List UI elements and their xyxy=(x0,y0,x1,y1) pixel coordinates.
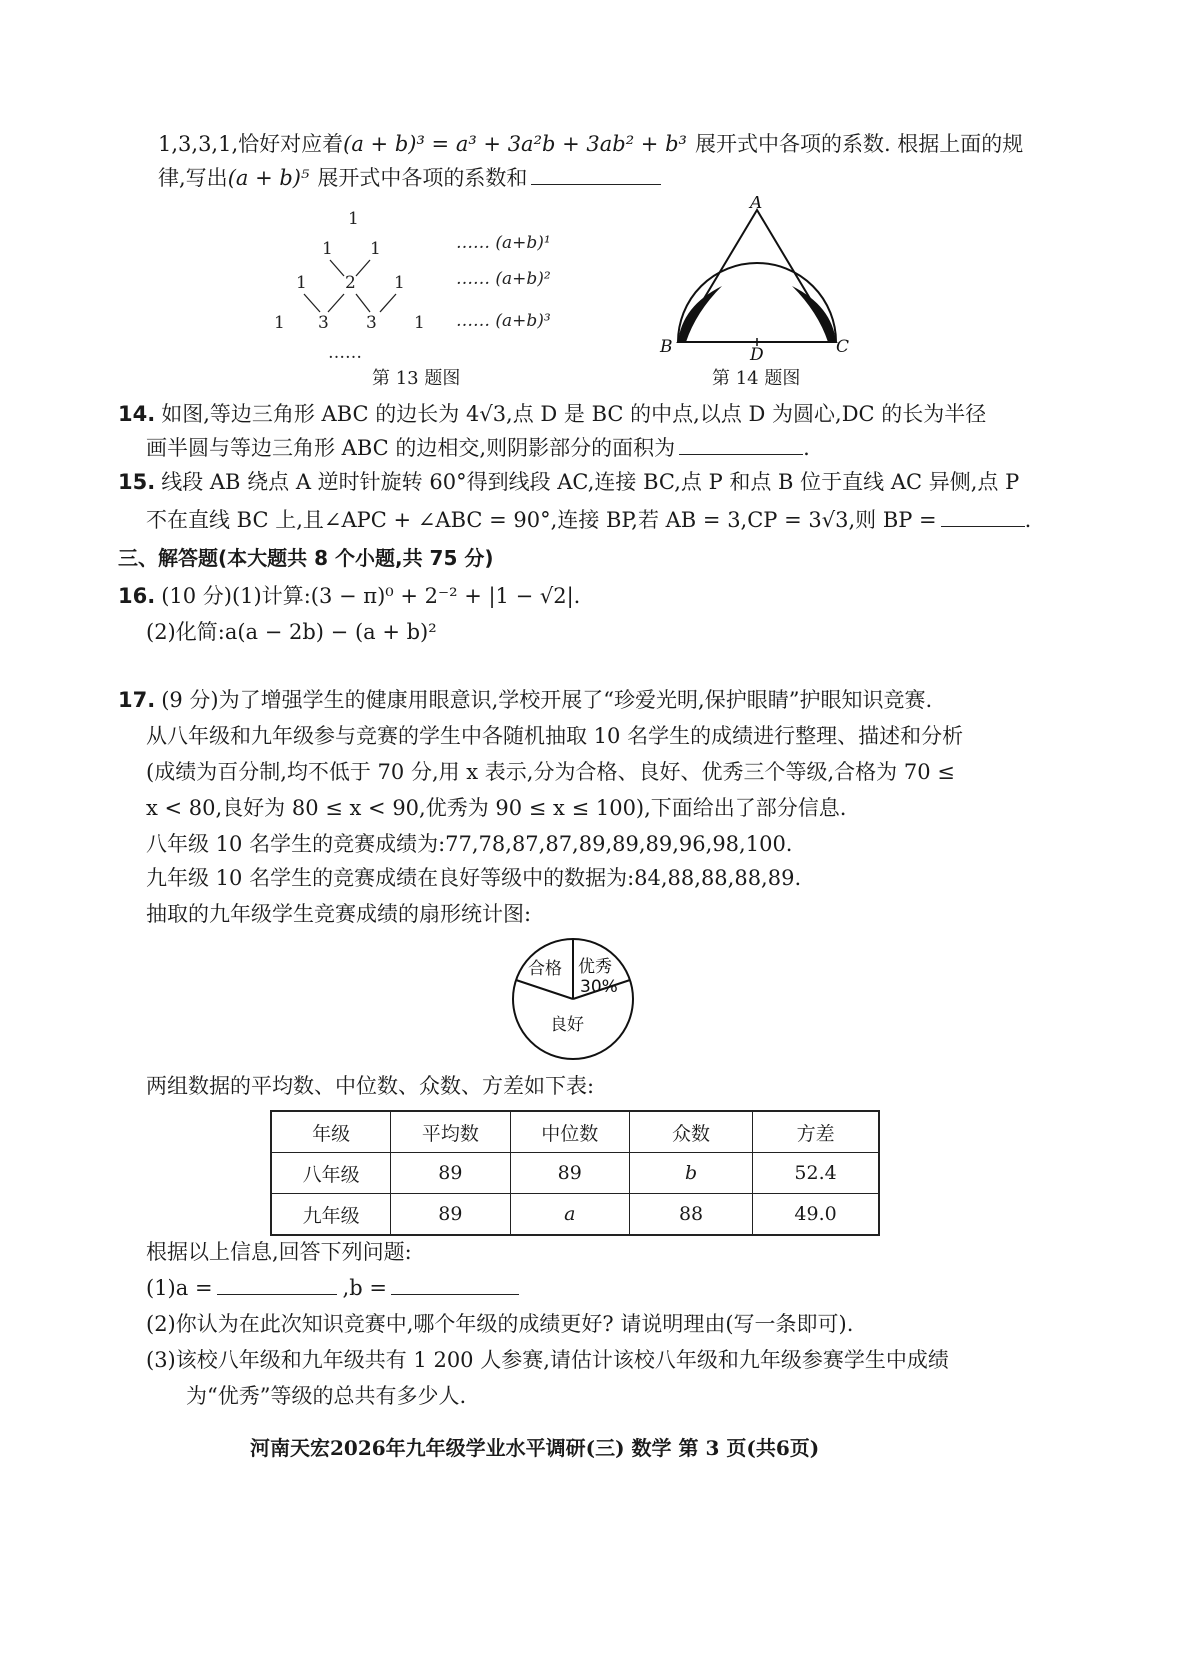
pie-chart-svg xyxy=(508,934,638,1064)
q14-figure-caption: 第 14 题图 xyxy=(712,368,801,389)
table-cell: 49.0 xyxy=(753,1194,879,1236)
q14-shaded-left xyxy=(678,286,722,342)
pascal-r2-c: 1 xyxy=(394,273,405,293)
q13-figure-caption: 第 13 题图 xyxy=(372,368,461,389)
q16-line-1: 16. (10 分)(1)计算:(3 − π)⁰ + 2⁻² + |1 − √2|. xyxy=(118,584,581,608)
pascal-r1-a: 1 xyxy=(322,239,333,259)
q17-part-3-line-1: (3)该校八年级和九年级共有 1 200 人参赛,请估计该校八年级和九年级参赛学生中成绩 xyxy=(146,1348,949,1372)
q13-pascal-triangle-figure xyxy=(260,200,600,370)
table-header-cell: 年级 xyxy=(271,1111,391,1153)
page-footer: 河南天宏2026年九年级学业水平调研(三) 数学 第 3 页(共6页) xyxy=(250,1436,820,1460)
q17-part-3-line-2: 为“优秀”等级的总共有多少人. xyxy=(186,1384,467,1408)
q17-grade8-scores: 八年级 10 名学生的竞赛成绩为:77,78,87,87,89,89,89,96,98,100. xyxy=(146,832,793,856)
q17-part-1: (1)a = ,b = xyxy=(146,1276,519,1301)
table-row xyxy=(271,1194,879,1236)
q17-number: 17. xyxy=(118,688,156,712)
pie-divider-left xyxy=(516,980,573,999)
q14-triangle xyxy=(678,210,836,342)
q15-line-2: 不在直线 BC 上,且∠APC + ∠ABC = 90°,连接 BP,若 AB = 3,CP = 3√3,则 BP = . xyxy=(146,508,1032,532)
q17-line-4: x < 80,良好为 80 ≤ x < 90,优秀为 90 ≤ x ≤ 100),下面给出了部分信息. xyxy=(146,796,847,820)
pascal-label-2: …… (a+b)² xyxy=(456,269,551,289)
table-header-cell: 方差 xyxy=(753,1111,879,1153)
q14-geometry-svg xyxy=(652,196,872,366)
q17-pie-chart xyxy=(508,934,638,1064)
q14-triangle-figure xyxy=(652,196,872,366)
q17-b-blank[interactable] xyxy=(391,1293,519,1295)
q15-line-1: 15. 线段 AB 绕点 A 逆时针旋转 60°得到线段 AC,连接 BC,点 P 和点 B 位于直线 AC 异侧,点 P xyxy=(118,470,1020,494)
table-cell: 九年级 xyxy=(271,1194,391,1236)
q14-line-2: 画半圆与等边三角形 ABC 的边相交,则阴影部分的面积为 . xyxy=(146,436,810,460)
q14-number: 14. xyxy=(118,402,156,426)
q17-answer-intro: 根据以上信息,回答下列问题: xyxy=(146,1240,412,1264)
q14-answer-blank[interactable] xyxy=(679,453,803,455)
table-row xyxy=(271,1153,879,1194)
table-cell: 52.4 xyxy=(753,1153,879,1194)
pascal-r3-c: 3 xyxy=(366,313,377,333)
pascal-r0: 1 xyxy=(348,209,359,229)
table-cell: 88 xyxy=(629,1194,752,1236)
q17-pie-intro: 抽取的九年级学生竞赛成绩的扇形统计图: xyxy=(146,902,532,926)
q13-line-2: 律,写出(a + b)⁵ 展开式中各项的系数和 xyxy=(158,166,661,191)
table-header-cell: 众数 xyxy=(629,1111,752,1153)
q17-a-blank[interactable] xyxy=(217,1293,337,1295)
table-header-cell: 中位数 xyxy=(510,1111,629,1153)
table-cell: 89 xyxy=(510,1153,629,1194)
table-cell: b xyxy=(629,1153,752,1194)
pascal-r3-b: 3 xyxy=(318,313,329,333)
q17-line-2: 从八年级和九年级参与竞赛的学生中各随机抽取 10 名学生的成绩进行整理、描述和分析 xyxy=(146,724,964,748)
q14-line-1: 14. 如图,等边三角形 ABC 的边长为 4√3,点 D 是 BC 的中点,以点 D 为圆心,DC 的长为半径 xyxy=(118,402,987,426)
q13-answer-blank[interactable] xyxy=(531,183,661,185)
pie-label-excellent: 优秀 xyxy=(578,957,612,977)
pascal-label-3: …… (a+b)³ xyxy=(456,311,551,331)
pie-label-good: 良好 xyxy=(550,1015,584,1035)
table-cell: 八年级 xyxy=(271,1153,391,1194)
q17-grade9-good-scores: 九年级 10 名学生的竞赛成绩在良好等级中的数据为:84,88,88,88,89. xyxy=(146,866,802,890)
q15-answer-blank[interactable] xyxy=(941,525,1025,527)
table-cell: a xyxy=(510,1194,629,1236)
pie-label-excellent-pct: 30% xyxy=(580,977,618,997)
q14-label-a: A xyxy=(750,196,763,213)
pie-label-pass: 合格 xyxy=(528,959,562,979)
table-header-cell: 平均数 xyxy=(391,1111,510,1153)
table-cell: 89 xyxy=(391,1153,510,1194)
q17-line-3: (成绩为百分制,均不低于 70 分,用 x 表示,分为合格、良好、优秀三个等级,合格为 70 ≤ xyxy=(146,760,955,784)
q16-number: 16. xyxy=(118,584,156,608)
pascal-r2-a: 1 xyxy=(296,273,307,293)
q14-shaded-right xyxy=(792,286,836,342)
pascal-r3-a: 1 xyxy=(274,313,285,333)
q17-line-1: 17. (9 分)为了增强学生的健康用眼意识,学校开展了“珍爱光明,保护眼睛”护眼知识竞赛. xyxy=(118,688,933,712)
q17-part-2: (2)你认为在此次知识竞赛中,哪个年级的成绩更好? 请说明理由(写一条即可). xyxy=(146,1312,854,1336)
pascal-label-1: …… (a+b)¹ xyxy=(456,233,551,253)
pascal-triangle-svg xyxy=(260,200,600,370)
section-3-heading: 三、解答题(本大题共 8 个小题,共 75 分) xyxy=(118,546,494,570)
pascal-r3-d: 1 xyxy=(414,313,425,333)
q13-line-1: 1,3,3,1,恰好对应着(a + b)³ = a³ + 3a²b + 3ab² + b³ 展开式中各项的系数. 根据上面的规 xyxy=(158,132,1024,156)
table-header-row xyxy=(271,1111,879,1153)
q15-number: 15. xyxy=(118,470,156,494)
table-cell: 89 xyxy=(391,1194,510,1236)
q14-label-d: D xyxy=(750,345,764,365)
q17-table-intro: 两组数据的平均数、中位数、众数、方差如下表: xyxy=(146,1074,595,1098)
pascal-dots: …… xyxy=(328,343,362,363)
pascal-r2-b: 2 xyxy=(345,273,356,293)
q14-label-c: C xyxy=(836,337,850,357)
q17-stats-table xyxy=(270,1110,880,1236)
q16-line-2: (2)化简:a(a − 2b) − (a + b)² xyxy=(146,620,437,644)
pascal-r1-b: 1 xyxy=(370,239,381,259)
q14-label-b: B xyxy=(660,337,673,357)
